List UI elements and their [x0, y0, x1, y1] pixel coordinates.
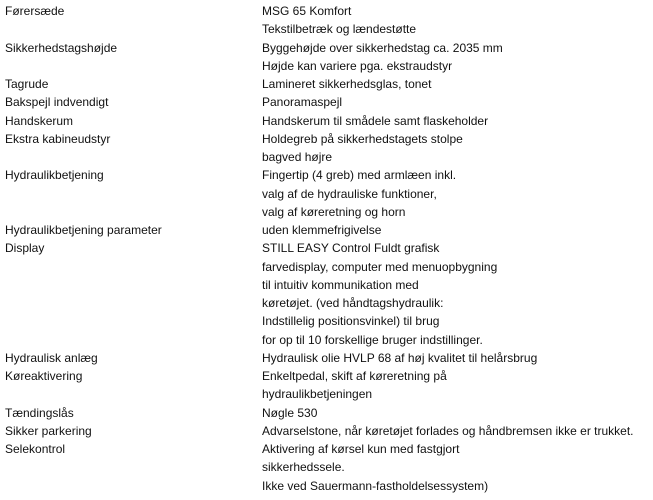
spec-value-line: Tekstilbetræk og lændestøtte	[262, 22, 417, 37]
spec-value	[262, 422, 650, 440]
spec-row	[5, 75, 650, 93]
spec-value-line: bagved højre	[262, 150, 333, 164]
spec-value-line: Panoramaspejl	[262, 95, 343, 110]
spec-value	[262, 239, 650, 349]
spec-value	[262, 93, 650, 111]
spec-row	[5, 112, 650, 130]
spec-value-line: Advarselstone, når køretøjet forlades og håndbremsen ikke er trukket.	[262, 423, 634, 438]
spec-value	[262, 367, 650, 404]
spec-value-line: Byggehøjde over sikkerhedstag ca. 2035 mm	[262, 40, 503, 55]
spec-row	[5, 39, 650, 76]
spec-value-line: Lamineret sikkerhedsglas, tonet	[262, 77, 432, 91]
spec-value	[262, 221, 650, 239]
spec-row	[5, 404, 650, 422]
spec-label: Sikkerhedstagshøjde	[5, 40, 118, 55]
spec-label: Tændingslås	[5, 405, 74, 420]
spec-value-line: Indstillelig positionsvinkel) til brug	[262, 314, 440, 329]
spec-value-line: Hydraulisk olie HVLP 68 af høj kvalitet til helårsbrug	[262, 350, 538, 365]
spec-row	[5, 422, 650, 440]
spec-value	[262, 2, 650, 39]
spec-value	[262, 39, 650, 76]
spec-value-line: Højde kan variere pga. ekstraudstyr	[262, 58, 453, 73]
spec-value-line: hydraulikbetjeningen	[262, 387, 373, 402]
spec-label: Ekstra kabineudstyr	[5, 131, 111, 146]
spec-row	[5, 367, 650, 404]
spec-label: Selekontrol	[5, 442, 66, 456]
spec-row	[5, 166, 650, 221]
spec-label: Sikker parkering	[5, 423, 92, 438]
spec-row	[5, 130, 650, 167]
spec-value	[262, 130, 650, 167]
spec-row	[5, 239, 650, 349]
spec-label: Køreaktivering	[5, 369, 83, 383]
spec-label: Display	[5, 241, 45, 256]
spec-value	[262, 112, 650, 130]
spec-label: Tagrude	[5, 77, 49, 91]
spec-value-line: Nøgle 530	[262, 405, 318, 420]
spec-row	[5, 349, 650, 367]
spec-value	[262, 349, 650, 367]
spec-value-line: Aktivering af kørsel kun med fastgjort	[262, 442, 460, 456]
spec-value	[262, 440, 650, 495]
spec-row	[5, 440, 650, 495]
spec-value-line: farvedisplay, computer med menuopbygning	[262, 259, 498, 274]
spec-value-line: uden klemmefrigivelse	[262, 223, 382, 237]
spec-value-line: Holdegreb på sikkerhedstagets stolpe	[262, 131, 463, 146]
spec-value-line: Fingertip (4 greb) med armlæen inkl.	[262, 168, 457, 183]
spec-value-line: STILL EASY Control Fuldt grafisk	[262, 241, 440, 256]
spec-value-line: valg af køreretning og horn	[262, 204, 406, 219]
spec-label: Hydraulikbetjening	[5, 168, 104, 183]
spec-label: Hydraulikbetjening parameter	[5, 223, 162, 237]
spec-value	[262, 404, 650, 422]
spec-value-line: Enkeltpedal, skift af køreretning på	[262, 369, 447, 383]
spec-value-line: til intuitiv kommunikation med	[262, 277, 419, 292]
spec-value-line: MSG 65 Komfort	[262, 4, 352, 18]
spec-table	[5, 2, 650, 495]
spec-value-line: Ikke ved Sauermann-fastholdelsessystem)	[262, 478, 489, 493]
spec-value-line: køretøjet. (ved håndtagshydraulik:	[262, 296, 444, 310]
spec-row	[5, 2, 650, 39]
spec-value	[262, 75, 650, 93]
spec-value-line: sikkerhedssele.	[262, 460, 345, 475]
spec-label: Handskerum	[5, 113, 74, 128]
spec-label: Førersæde	[5, 4, 65, 18]
spec-row	[5, 93, 650, 111]
spec-label: Hydraulisk anlæg	[5, 350, 98, 365]
spec-value	[262, 166, 650, 221]
spec-value-line: for op til 10 forskellige bruger indstillinger.	[262, 332, 483, 347]
spec-label: Bakspejl indvendigt	[5, 95, 109, 110]
spec-value-line: Handskerum til smådele samt flaskeholder	[262, 113, 489, 128]
spec-value-line: valg af de hydrauliske funktioner,	[262, 186, 437, 201]
spec-row	[5, 221, 650, 239]
